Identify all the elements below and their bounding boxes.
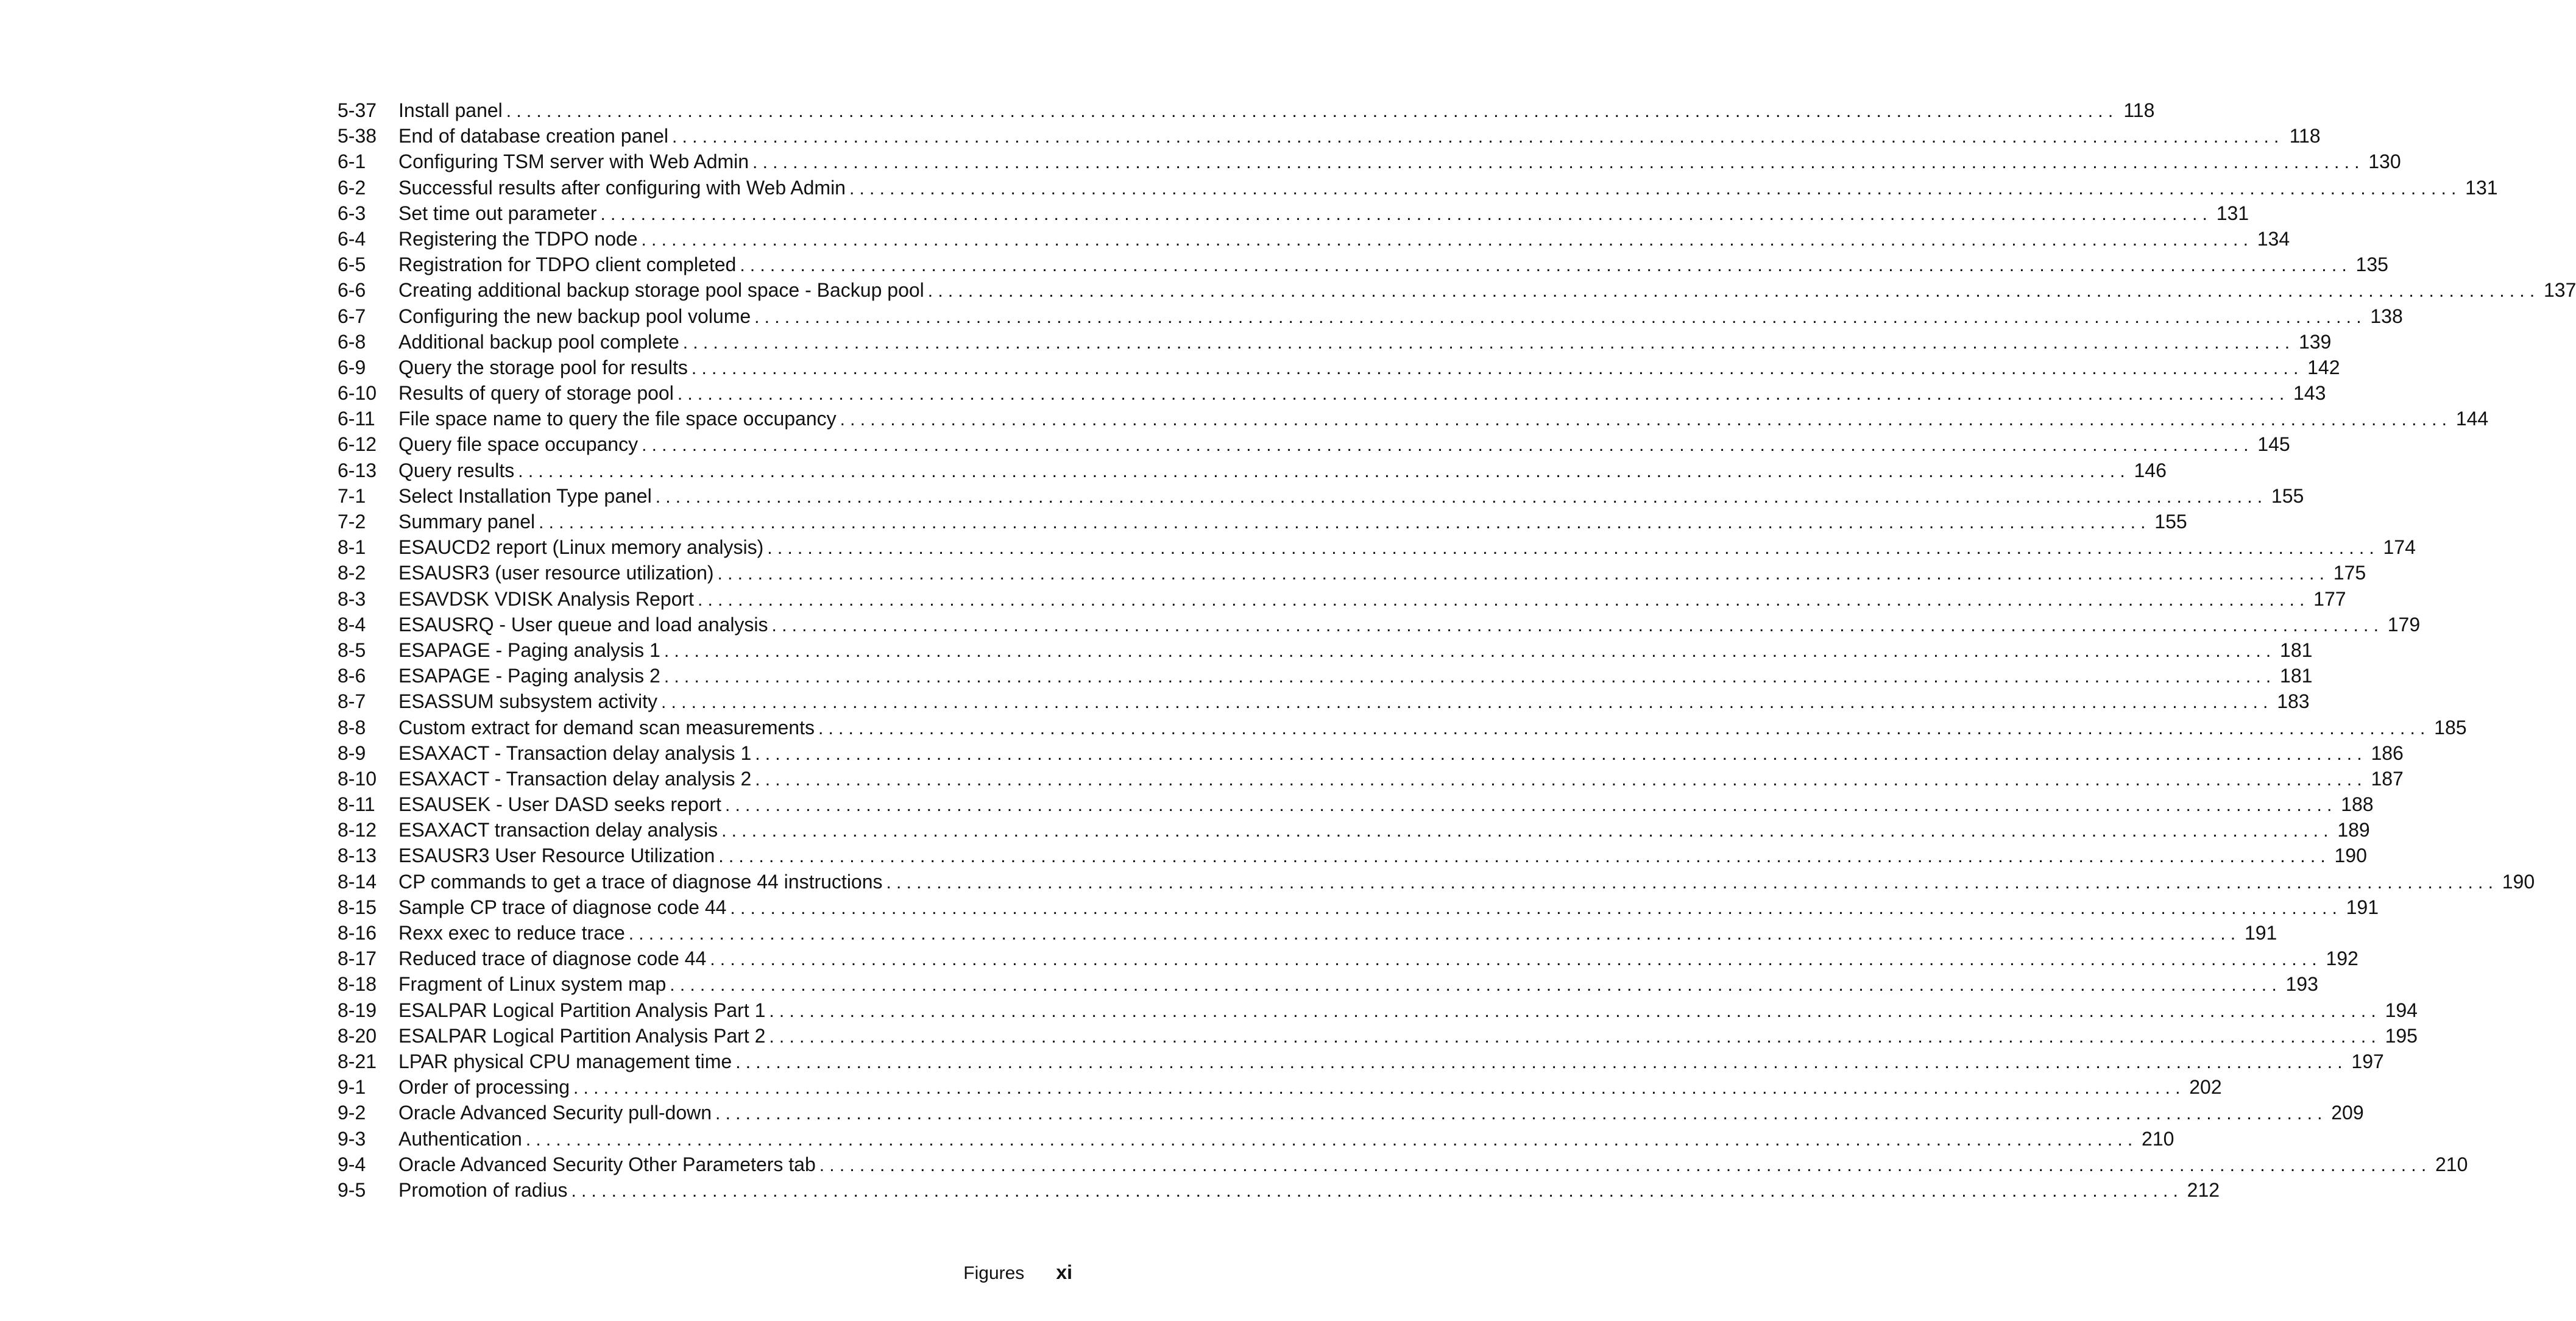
dot-leader: ................................................................................................................................................................ [769, 1026, 2381, 1047]
figure-entry[interactable] [338, 303, 2403, 329]
figure-title: CP commands to get a trace of diagnose 44 instructions [398, 869, 886, 894]
figure-entry[interactable] [338, 175, 2498, 200]
figure-title: Reduced trace of diagnose code 44 [398, 946, 710, 971]
figure-number: 9-2 [338, 1102, 366, 1124]
dot-leader: ................................................................................................................................................................ [849, 178, 2461, 199]
figure-number: 6-13 [338, 459, 377, 481]
figure-title: Fragment of Linux system map [398, 971, 670, 997]
dot-leader: ................................................................................................................................................................ [677, 384, 2290, 405]
dot-leader: ................................................................................................................................................................ [740, 255, 2352, 276]
dot-leader: ................................................................................................................................................................ [571, 1180, 2184, 1201]
dot-leader: ................................................................................................................................................................ [663, 640, 2276, 661]
figure-title: ESAPAGE - Paging analysis 1 [398, 637, 664, 663]
dot-leader: ................................................................................................................................................................ [697, 589, 2310, 610]
figure-entry[interactable] [338, 689, 2310, 714]
figure-title: ESAVDSK VDISK Analysis Report [398, 586, 698, 612]
dot-leader: ................................................................................................................................................................ [642, 435, 2254, 456]
figure-number: 8-21 [338, 1050, 377, 1072]
figure-number: 7-1 [338, 484, 366, 507]
figure-number: 6-10 [338, 382, 377, 405]
figure-entry[interactable] [338, 817, 2370, 843]
figure-number: 6-6 [338, 279, 366, 302]
figure-number: 8-4 [338, 613, 366, 636]
figure-entry[interactable] [338, 560, 2366, 586]
figure-page-number: 187 [2371, 767, 2404, 790]
figure-entry[interactable] [338, 612, 2421, 637]
figure-title: Promotion of radius [398, 1177, 571, 1203]
figure-number: 8-3 [338, 587, 366, 610]
figure-title: Creating additional backup storage pool space - Backup pool [398, 277, 928, 303]
figure-page-number: 190 [2334, 845, 2367, 867]
figure-title: Configuring TSM server with Web Admin [398, 149, 752, 174]
figure-number: 9-1 [338, 1076, 366, 1099]
figure-number: 6-3 [338, 202, 366, 224]
figure-page-number: 146 [2134, 459, 2167, 481]
figure-number: 7-2 [338, 511, 366, 533]
figure-title: ESAXACT - Transaction delay analysis 1 [398, 740, 755, 766]
dot-leader: ................................................................................................................................................................ [506, 101, 2118, 121]
figure-entry[interactable] [338, 252, 2388, 277]
dot-leader: ................................................................................................................................................................ [628, 924, 2241, 944]
figure-entry[interactable] [338, 277, 2576, 303]
figure-page-number: 175 [2333, 562, 2366, 584]
figure-title: Results of query of storage pool [398, 380, 678, 406]
figure-title: Custom extract for demand scan measurements [398, 715, 818, 740]
figure-number: 6-7 [338, 305, 366, 327]
figure-title: Select Installation Type panel [398, 483, 656, 509]
dot-leader: ................................................................................................................................................................ [818, 718, 2430, 738]
figure-entry[interactable] [338, 586, 2346, 612]
figure-number: 5-37 [338, 99, 377, 121]
figure-list [338, 97, 2576, 1203]
figure-number: 9-3 [338, 1127, 366, 1150]
figure-page-number: 191 [2244, 922, 2277, 944]
figure-number: 6-9 [338, 356, 366, 378]
figure-title: Registration for TDPO client completed [398, 252, 740, 277]
figure-entry[interactable] [338, 329, 2332, 355]
figure-number: 6-12 [338, 433, 377, 456]
dot-leader: ................................................................................................................................................................ [691, 358, 2304, 378]
figure-page-number: 118 [2123, 99, 2155, 121]
dot-leader: ................................................................................................................................................................ [670, 975, 2282, 996]
figure-title: Configuring the new backup pool volume [398, 303, 754, 329]
dot-leader: ................................................................................................................................................................ [754, 306, 2366, 327]
figure-page-number: 134 [2257, 227, 2290, 250]
dot-leader: ................................................................................................................................................................ [600, 204, 2213, 224]
figure-number: 8-15 [338, 896, 377, 918]
figure-page-number: 155 [2271, 484, 2304, 507]
dot-leader: ................................................................................................................................................................ [718, 846, 2330, 867]
figure-page-number: 210 [2435, 1153, 2468, 1175]
footer-section-label: Figures [963, 1263, 1025, 1283]
figure-entry[interactable] [338, 869, 2535, 894]
figure-title: ESAUSR3 User Resource Utilization [398, 843, 718, 868]
dot-leader: ................................................................................................................................................................ [927, 281, 2540, 302]
figure-number: 6-4 [338, 227, 366, 250]
figure-title: Registering the TDPO node [398, 226, 642, 252]
figure-number: 6-2 [338, 176, 366, 199]
figure-number: 8-16 [338, 922, 377, 944]
figure-entry[interactable] [338, 1049, 2384, 1074]
figure-title: Summary panel [398, 509, 539, 534]
figure-entry[interactable] [338, 1100, 2364, 1125]
figure-title: Order of processing [398, 1074, 573, 1100]
figure-page-number: 212 [2187, 1178, 2220, 1201]
figure-page-number: 185 [2434, 716, 2467, 738]
dot-leader: ................................................................................................................................................................ [518, 461, 2130, 481]
figure-page-number: 144 [2455, 408, 2489, 430]
figure-number: 6-8 [338, 330, 366, 353]
figure-page-number: 142 [2307, 356, 2340, 378]
figure-number: 5-38 [338, 125, 377, 147]
figure-title: Sample CP trace of diagnose code 44 [398, 894, 730, 920]
dot-leader: ................................................................................................................................................................ [755, 769, 2367, 790]
figure-entry[interactable] [338, 483, 2304, 509]
figure-page-number: 194 [2385, 999, 2418, 1021]
figure-number: 9-4 [338, 1153, 366, 1175]
figure-page-number: 191 [2346, 896, 2379, 918]
figure-number: 8-2 [338, 562, 366, 584]
figure-number: 8-1 [338, 536, 366, 559]
dot-leader: ................................................................................................................................................................ [752, 152, 2365, 173]
figure-entry[interactable] [338, 843, 2367, 868]
figure-page-number: 192 [2326, 947, 2358, 970]
figure-entry[interactable] [338, 1177, 2220, 1203]
figure-number: 8-18 [338, 973, 377, 996]
figure-number: 9-5 [338, 1178, 366, 1201]
figure-entry[interactable] [338, 1023, 2418, 1049]
dot-leader: ................................................................................................................................................................ [769, 1000, 2381, 1021]
figure-title: File space name to query the file space occupancy [398, 406, 840, 431]
figure-title: ESAUSEK - User DASD seeks report [398, 792, 725, 817]
figure-page-number: 131 [2216, 202, 2249, 224]
figure-number: 8-13 [338, 845, 377, 867]
dot-leader: ................................................................................................................................................................ [735, 1052, 2348, 1072]
figure-entry[interactable] [338, 534, 2416, 560]
figure-entry[interactable] [338, 946, 2358, 971]
figure-title: ESALPAR Logical Partition Analysis Part 2 [398, 1023, 769, 1049]
figure-title: Install panel [398, 97, 506, 123]
figure-title: Query file space occupancy [398, 431, 642, 457]
figure-entry[interactable] [338, 1074, 2222, 1100]
figure-entry[interactable] [338, 380, 2326, 406]
dot-leader: ................................................................................................................................................................ [715, 1103, 2327, 1124]
figure-entry[interactable] [338, 355, 2340, 380]
figure-number: 8-8 [338, 716, 366, 738]
figure-page-number: 189 [2337, 819, 2370, 841]
figure-page-number: 155 [2154, 511, 2187, 533]
figure-number: 8-12 [338, 819, 377, 841]
dot-leader: ................................................................................................................................................................ [573, 1078, 2185, 1099]
dot-leader: ................................................................................................................................................................ [755, 743, 2367, 764]
figure-number: 8-11 [338, 793, 375, 816]
figure-title: Query the storage pool for results [398, 355, 692, 380]
figure-entry[interactable] [338, 509, 2187, 534]
figure-number: 6-5 [338, 253, 366, 276]
figure-title: ESAUSR3 (user resource utilization) [398, 560, 718, 586]
figure-page-number: 195 [2385, 1024, 2418, 1047]
dot-leader: ................................................................................................................................................................ [721, 821, 2334, 841]
dot-leader: ................................................................................................................................................................ [641, 229, 2254, 250]
figure-entry[interactable] [338, 792, 2374, 817]
figure-entry[interactable] [338, 637, 2313, 663]
figure-page-number: 143 [2293, 382, 2326, 405]
figure-title: ESAUSRQ - User queue and load analysis [398, 612, 772, 637]
figure-number: 8-17 [338, 947, 377, 970]
figure-entry[interactable] [338, 200, 2249, 226]
figure-number: 6-11 [338, 408, 375, 430]
figure-number: 8-5 [338, 639, 366, 661]
figure-page-number: 130 [2368, 151, 2401, 173]
figure-title: Additional backup pool complete [398, 329, 683, 355]
dot-leader: ................................................................................................................................................................ [710, 949, 2322, 970]
page-footer [950, 1261, 1072, 1284]
figure-entry[interactable] [338, 971, 2318, 997]
figure-title: ESALPAR Logical Partition Analysis Part 1 [398, 997, 769, 1023]
figure-page-number: 181 [2280, 639, 2313, 661]
figure-entry[interactable] [338, 766, 2404, 792]
figure-title: Oracle Advanced Security Other Parameters tab [398, 1152, 819, 1177]
figure-entry[interactable] [338, 149, 2401, 174]
dot-leader: ................................................................................................................................................................ [672, 127, 2284, 147]
dot-leader: ................................................................................................................................................................ [730, 898, 2343, 918]
figure-entry[interactable] [338, 1152, 2468, 1177]
dot-leader: ................................................................................................................................................................ [886, 872, 2499, 893]
figure-title: LPAR physical CPU management time [398, 1049, 735, 1074]
figure-page-number: 131 [2465, 176, 2498, 199]
figure-page-number: 183 [2277, 690, 2310, 713]
figure-page-number: 190 [2502, 870, 2535, 893]
figure-number: 8-14 [338, 870, 377, 893]
figure-page-number: 174 [2383, 536, 2416, 559]
figure-title: ESAPAGE - Paging analysis 2 [398, 663, 664, 689]
figure-entry[interactable] [338, 997, 2418, 1023]
figure-entry[interactable] [338, 406, 2489, 431]
footer-page-number: xi [1056, 1261, 1072, 1283]
figure-page-number: 181 [2280, 665, 2313, 687]
dot-leader: ................................................................................................................................................................ [724, 795, 2337, 816]
figure-number: 8-20 [338, 1024, 377, 1047]
figure-page-number: 202 [2189, 1076, 2222, 1099]
figure-title: ESAXACT transaction delay analysis [398, 817, 721, 843]
figure-page-number: 186 [2371, 742, 2404, 764]
figure-page-number: 138 [2370, 305, 2403, 327]
figure-page-number: 209 [2331, 1102, 2364, 1124]
figure-number: 8-10 [338, 767, 377, 790]
figure-page-number: 118 [2289, 125, 2321, 147]
dot-leader: ................................................................................................................................................................ [539, 512, 2151, 533]
figure-number: 8-9 [338, 742, 366, 764]
figure-title: Set time out parameter [398, 200, 600, 226]
figure-number: 8-19 [338, 999, 377, 1021]
figure-title: Successful results after configuring with Web Admin [398, 175, 849, 200]
dot-leader: ................................................................................................................................................................ [682, 332, 2295, 353]
dot-leader: ................................................................................................................................................................ [819, 1155, 2432, 1175]
figure-page-number: 193 [2285, 973, 2318, 996]
figure-entry[interactable] [338, 431, 2290, 457]
dot-leader: ................................................................................................................................................................ [840, 409, 2452, 430]
figure-page-number: 188 [2341, 793, 2374, 816]
figure-title: ESASSUM subsystem activity [398, 689, 661, 714]
figure-title: Query results [398, 458, 518, 483]
figure-page-number: 197 [2351, 1050, 2384, 1072]
figure-title: Rexx exec to reduce trace [398, 920, 629, 946]
figure-entry[interactable] [338, 226, 2290, 252]
dot-leader: ................................................................................................................................................................ [663, 667, 2276, 687]
dot-leader: ................................................................................................................................................................ [525, 1129, 2138, 1150]
dot-leader: ................................................................................................................................................................ [661, 692, 2273, 713]
figure-page-number: 137 [2543, 279, 2576, 302]
figure-title: ESAUCD2 report (Linux memory analysis) [398, 534, 767, 560]
figure-title: End of database creation panel [398, 123, 672, 149]
figure-entry[interactable] [338, 97, 2155, 123]
figure-page-number: 139 [2298, 330, 2332, 353]
figure-entry[interactable] [338, 894, 2379, 920]
dot-leader: ................................................................................................................................................................ [717, 564, 2330, 584]
figure-page-number: 135 [2355, 253, 2388, 276]
figure-entry[interactable] [338, 920, 2277, 946]
figure-page-number: 179 [2387, 613, 2421, 636]
figure-title: Authentication [398, 1126, 526, 1152]
figure-number: 8-6 [338, 665, 366, 687]
figure-entry[interactable] [338, 458, 2167, 483]
figure-entry[interactable] [338, 1126, 2174, 1152]
dot-leader: ................................................................................................................................................................ [767, 538, 2379, 559]
dot-leader: ................................................................................................................................................................ [771, 615, 2384, 636]
figure-title: Oracle Advanced Security pull-down [398, 1100, 715, 1125]
figure-page-number: 210 [2142, 1127, 2174, 1150]
figure-entry[interactable] [338, 740, 2404, 766]
figure-page-number: 177 [2313, 587, 2346, 610]
figure-entry[interactable] [338, 123, 2321, 149]
figure-title: ESAXACT - Transaction delay analysis 2 [398, 766, 755, 792]
figure-entry[interactable] [338, 715, 2467, 740]
figure-page-number: 145 [2257, 433, 2290, 456]
figure-entry[interactable] [338, 663, 2313, 689]
dot-leader: ................................................................................................................................................................ [655, 486, 2268, 507]
figure-number: 6-1 [338, 151, 366, 173]
figure-number: 8-7 [338, 690, 366, 713]
